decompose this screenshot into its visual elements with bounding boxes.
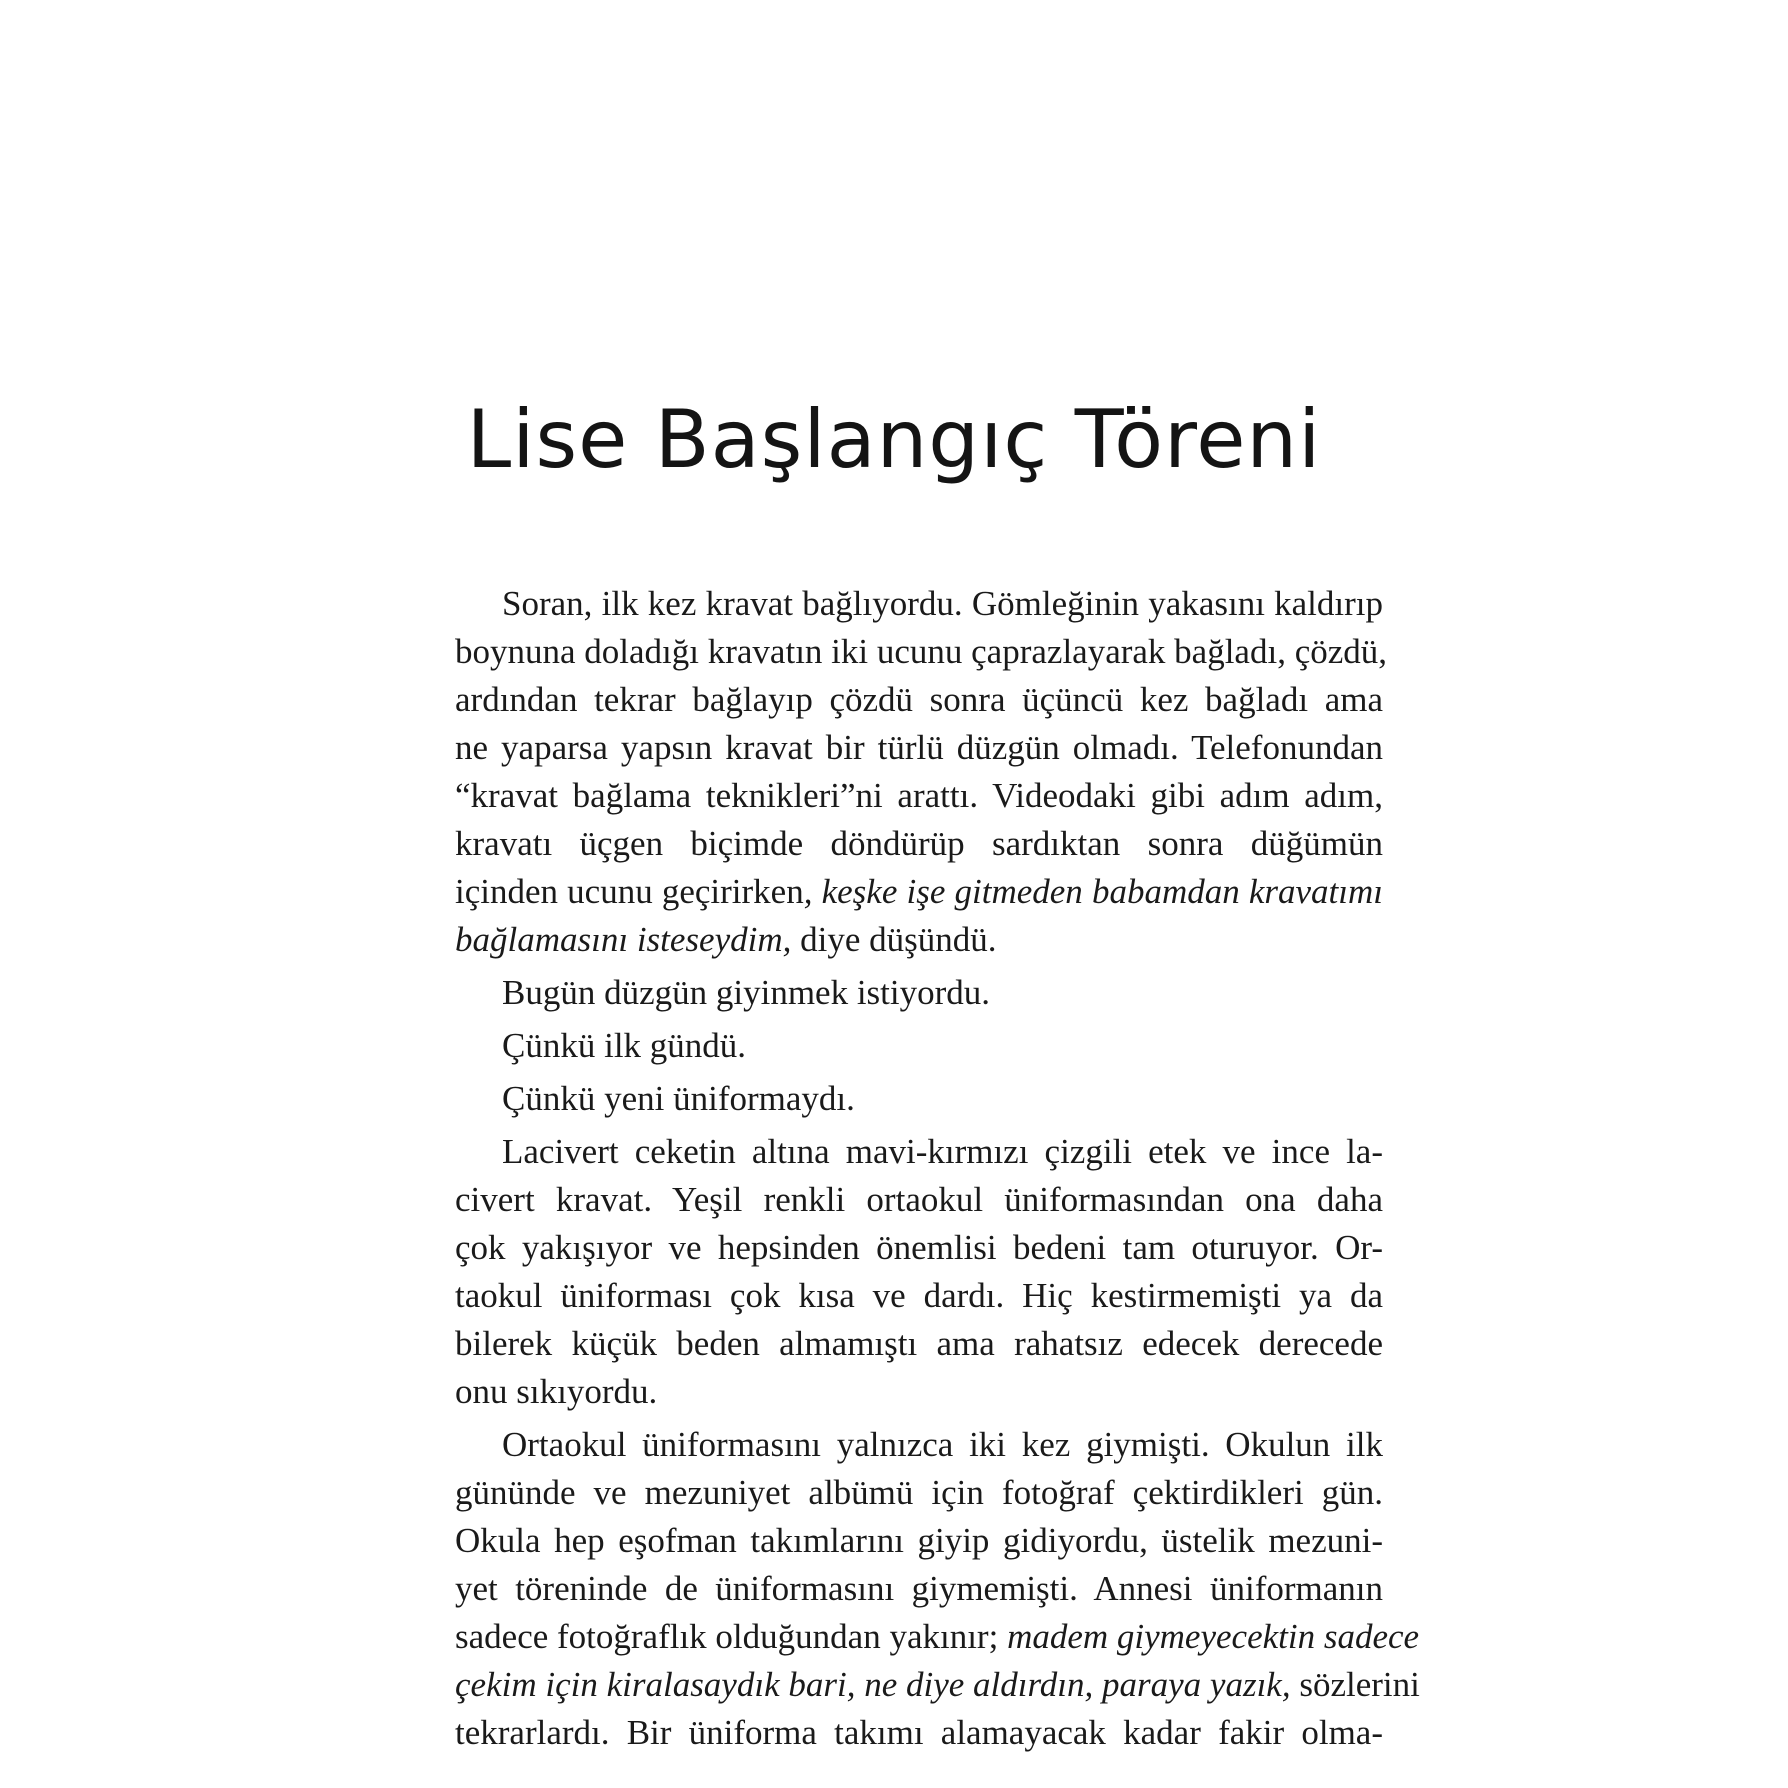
- paragraph-line: gününde ve mezuniyet albümü için fotoğraf çektirdikleri gün.: [455, 1473, 1383, 1512]
- paragraph-line: yet töreninde de üniformasını giymemişti. Annesi üniformanın: [455, 1569, 1383, 1608]
- paragraph-line: çok yakışıyor ve hepsinden önemlisi bedeni tam oturuyor. Or-: [455, 1228, 1383, 1267]
- line-text: diye düşündü.: [791, 920, 997, 959]
- line-text: içinden ucunu geçirirken: [455, 872, 804, 911]
- paragraph-line: Ortaokul üniformasını yalnızca iki kez giymişti. Okulun ilk: [502, 1425, 1383, 1464]
- line-text: sadece fotoğraflık olduğundan yakınır;: [455, 1617, 1008, 1656]
- paragraph-2: Bugün düzgün giyinmek istiyordu.: [502, 973, 991, 1012]
- paragraph-3: Çünkü ilk gündü.: [502, 1026, 747, 1065]
- italic-text: , keşke işe gitmeden babamdan kravatımı: [803, 872, 1383, 911]
- paragraph-line: “kravat bağlama teknikleri”ni arattı. Videodaki gibi adım adım,: [455, 776, 1383, 815]
- paragraph-line: [455, 1661, 1420, 1709]
- paragraph-line: [455, 916, 1383, 964]
- paragraph-line: onu sıkıyordu.: [455, 1372, 658, 1411]
- paragraph-line: ne yaparsa yapsın kravat bir türlü düzgün olmadı. Telefonundan: [455, 728, 1383, 767]
- italic-text: madem giymeyecektin sadece: [1007, 1617, 1420, 1656]
- paragraph-line: civert kravat. Yeşil renkli ortaokul üniformasından ona daha: [455, 1180, 1383, 1219]
- paragraph-line: Okula hep eşofman takımlarını giyip gidiyordu, üstelik mezuni-: [455, 1521, 1383, 1560]
- paragraph-line: taokul üniforması çok kısa ve dardı. Hiç kestirmemişti ya da: [455, 1276, 1383, 1315]
- paragraph-line: bilerek küçük beden almamıştı ama rahatsız edecek derecede: [455, 1324, 1383, 1363]
- paragraph-4: Çünkü yeni üniformaydı.: [502, 1079, 855, 1118]
- italic-text: bağlamasını isteseydim,: [455, 920, 792, 959]
- line-text: sözlerini: [1290, 1665, 1420, 1704]
- paragraph-line: tekrarlardı. Bir üniforma takımı alamayacak kadar fakir olma-: [455, 1713, 1383, 1752]
- paragraph-line: [455, 1613, 1420, 1661]
- italic-text: çekim için kiralasaydık bari, ne diye aldırdın, paraya yazık,: [455, 1665, 1291, 1704]
- paragraph-line: ardından tekrar bağlayıp çözdü sonra üçüncü kez bağladı ama: [455, 680, 1383, 719]
- paragraph-line: Lacivert ceketin altına mavi-kırmızı çizgili etek ve ince la-: [502, 1132, 1383, 1171]
- paragraph-line: [455, 868, 1383, 916]
- body-text: [455, 580, 1420, 1757]
- paragraph-5: [455, 1128, 1383, 1416]
- chapter-title: Lise Başlangıç Töreni: [466, 393, 1322, 486]
- paragraph-6: [455, 1421, 1420, 1757]
- paragraph-line: boynuna doladığı kravatın iki ucunu çaprazlayarak bağladı, çözdü,: [455, 632, 1388, 671]
- paragraph-line: kravatı üçgen biçimde döndürüp sardıktan sonra düğümün: [455, 824, 1383, 863]
- paragraph-1: [455, 580, 1388, 964]
- paragraph-line: Soran, ilk kez kravat bağlıyordu. Gömleğinin yakasını kaldırıp: [502, 584, 1383, 623]
